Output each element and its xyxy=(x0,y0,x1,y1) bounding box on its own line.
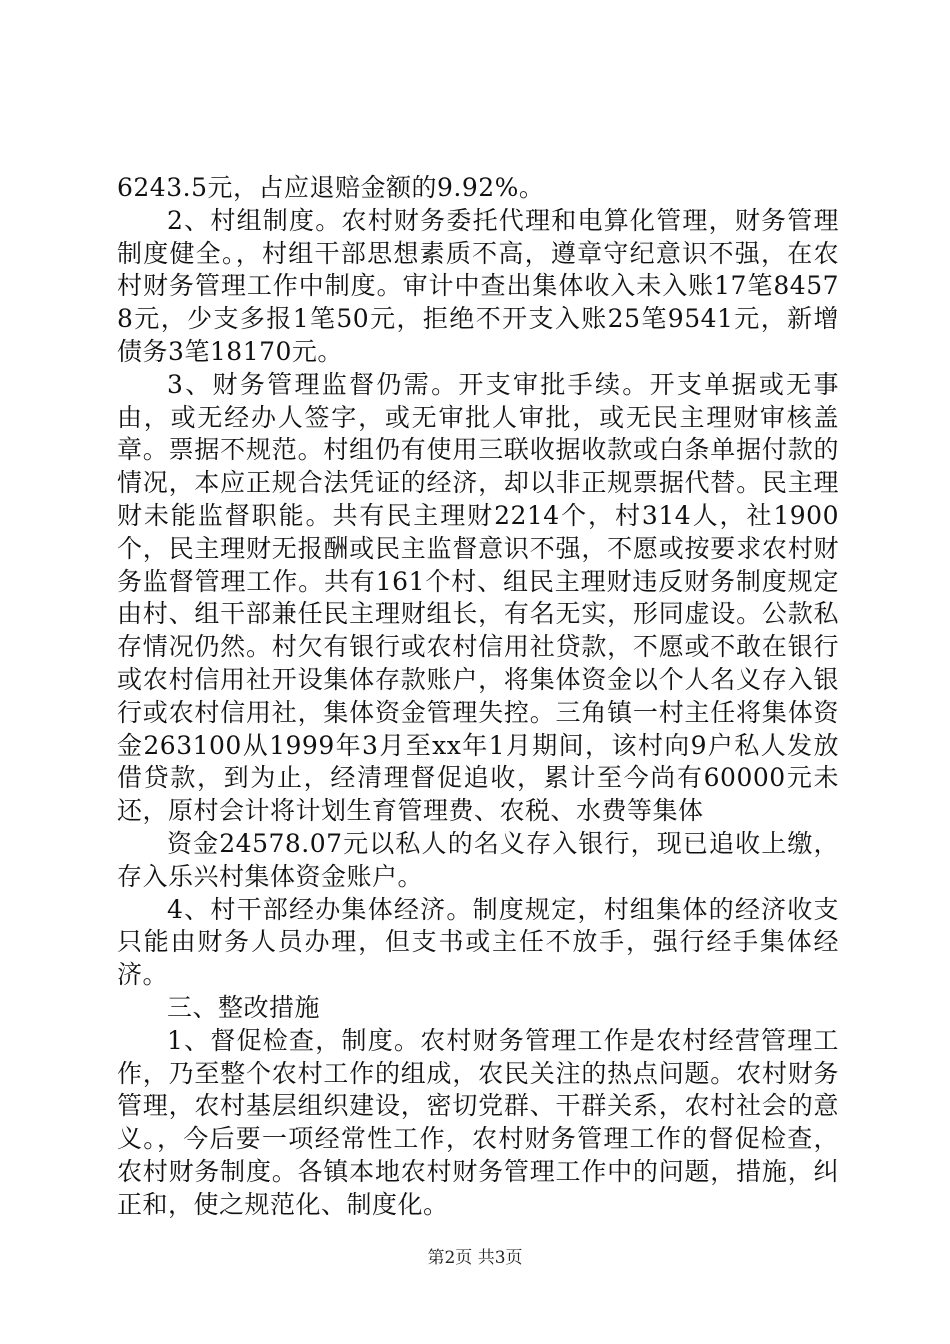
paragraph-continuation: 6243.5元，占应退赔金额的9.92%。 xyxy=(117,173,545,202)
section-heading-rectification: 三、整改措施 xyxy=(167,992,321,1022)
paragraph-financial-supervision: 3、财务管理监督仍需。开支审批手续。开支单据或无事由，或无经办人签字，或无审批人审批，或无民主理财审核盖章。票据不规范。村组仍有使用三联收据收款或白条单据付款的情况，本应正规合法凭证的经济，却以非正规票据代替。民主理财未能监督职能。共有民主理财2214个，村314人，社1900个，民主理财无报酬或民主监督意识不强，不愿或按要求农村财务监督管理工作。共有161个村、组民主理财违反财务制度规定由村、组干部兼任民主理财组长，有名无实，形同虚设。公款私存情况仍然。村欠有银行或农村信用社贷款，不愿或不敢在银行或农村信用社开设集体存款账户，将集体资金以个人名义存入银行或农村信用社，集体资金管理失控。三角镇一村主任将集体资金263100从1999年3月至xx年1月期间，该村向9户私人发放借贷款，到为止，经清理督促追收，累计至今尚有60000元未还，原村会计将计划生育管理费、农税、水费等集体 xyxy=(117,369,839,826)
paragraph-funds-deposit: 资金24578.07元以私人的名义存入银行，现已追收上缴，存入乐兴村集体资金账户。 xyxy=(117,828,839,891)
document-body xyxy=(117,172,839,1222)
paragraph-cadre-handling: 4、村干部经办集体经济。制度规定，村组集体的经济收支只能由财务人员办理，但支书或主任不放手，强行经手集体经济。 xyxy=(117,894,839,990)
paragraph-village-group-system: 2、村组制度。农村财务委托代理和电算化管理，财务管理制度健全。，村组干部思想素质不高，遵章守纪意识不强，在农村财务管理工作中制度。审计中查出集体收入未入账17笔84578元，少支多报1笔50元，拒绝不开支入账25笔9541元，新增债务3笔18170元。 xyxy=(117,205,839,366)
page-number-footer: 第2页 共3页 xyxy=(427,1248,523,1268)
paragraph-supervision-inspection: 1、督促检查，制度。农村财务管理工作是农村经营管理工作，乃至整个农村工作的组成，农民关注的热点问题。农村财务管理，农村基层组织建设，密切党群、干群关系，农村社会的意义。，今后要一项经常性工作，农村财务管理工作的督促检查，农村财务制度。各镇本地农村财务管理工作中的问题，措施，纠正和，使之规范化、制度化。 xyxy=(117,1025,839,1219)
